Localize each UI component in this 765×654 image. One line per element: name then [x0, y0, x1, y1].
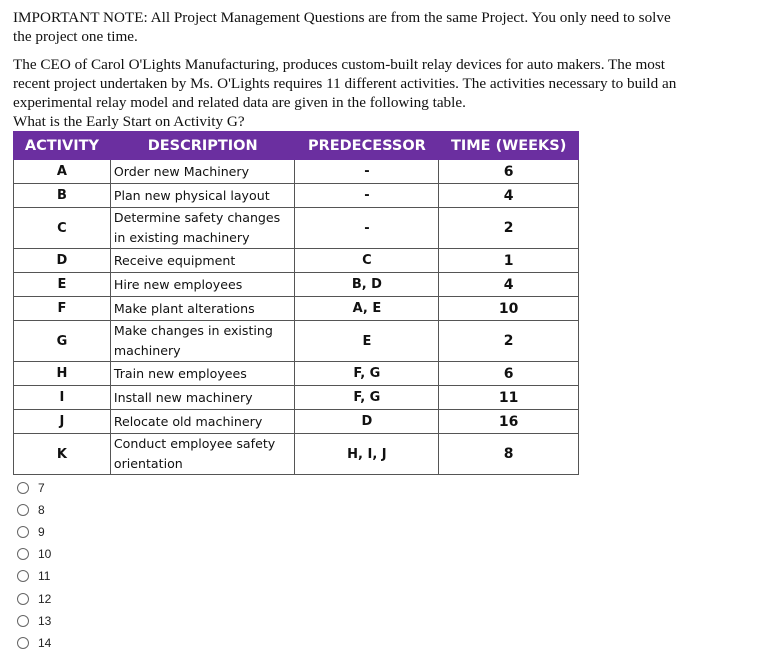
activity-cell: H — [14, 362, 111, 386]
option-label: 10 — [38, 547, 52, 562]
description-cell: Determine safety changes in existing machinery — [110, 208, 295, 249]
answer-option-7[interactable] — [17, 477, 51, 499]
answer-option-13[interactable] — [17, 610, 51, 632]
time-cell: 10 — [439, 297, 579, 321]
radio-button[interactable] — [17, 548, 29, 560]
time-cell: 1 — [439, 249, 579, 273]
answer-option-8[interactable] — [17, 499, 51, 521]
predecessor-cell: F, G — [295, 386, 439, 410]
description-cell: Make plant alterations — [110, 297, 295, 321]
time-cell: 11 — [439, 386, 579, 410]
activity-cell: A — [14, 160, 111, 184]
answer-options — [17, 477, 51, 654]
table-row — [14, 321, 579, 362]
predecessor-cell: H, I, J — [295, 434, 439, 475]
radio-button[interactable] — [17, 615, 29, 627]
activity-cell: J — [14, 410, 111, 434]
activity-cell: G — [14, 321, 111, 362]
column-header-time: TIME (WEEKS) — [439, 132, 579, 160]
question-text — [13, 8, 693, 131]
description-cell: Train new employees — [110, 362, 295, 386]
radio-button[interactable] — [17, 593, 29, 605]
table-header-row — [14, 132, 579, 160]
table-row — [14, 160, 579, 184]
activity-cell: I — [14, 386, 111, 410]
predecessor-cell: - — [295, 184, 439, 208]
predecessor-cell: E — [295, 321, 439, 362]
predecessor-cell: F, G — [295, 362, 439, 386]
description-cell: Install new machinery — [110, 386, 295, 410]
description-cell: Order new Machinery — [110, 160, 295, 184]
table-row — [14, 249, 579, 273]
predecessor-cell: B, D — [295, 273, 439, 297]
question-prompt: What is the Early Start on Activity G? — [13, 113, 245, 130]
table-row — [14, 386, 579, 410]
predecessor-cell: A, E — [295, 297, 439, 321]
table-row — [14, 434, 579, 475]
column-header-description: DESCRIPTION — [110, 132, 295, 160]
column-header-predecessor: PREDECESSOR — [295, 132, 439, 160]
column-header-activity: ACTIVITY — [14, 132, 111, 160]
activity-cell: F — [14, 297, 111, 321]
option-label: 8 — [38, 503, 45, 518]
option-label: 11 — [38, 569, 51, 584]
table-row — [14, 410, 579, 434]
activity-cell: K — [14, 434, 111, 475]
time-cell: 8 — [439, 434, 579, 475]
activity-cell: D — [14, 249, 111, 273]
time-cell: 4 — [439, 184, 579, 208]
table-row — [14, 273, 579, 297]
radio-button[interactable] — [17, 526, 29, 538]
description-cell: Conduct employee safety orientation — [110, 434, 295, 475]
option-label: 14 — [38, 635, 52, 650]
time-cell: 4 — [439, 273, 579, 297]
description-cell: Receive equipment — [110, 249, 295, 273]
important-note: IMPORTANT NOTE: All Project Management Questions are from the same Project. You only need to solve the project one time. — [13, 9, 671, 45]
predecessor-cell: C — [295, 249, 439, 273]
description-cell: Plan new physical layout — [110, 184, 295, 208]
table-row — [14, 208, 579, 249]
description-cell: Relocate old machinery — [110, 410, 295, 434]
answer-option-14[interactable] — [17, 632, 51, 654]
predecessor-cell: D — [295, 410, 439, 434]
answer-option-10[interactable] — [17, 543, 51, 565]
time-cell: 2 — [439, 208, 579, 249]
description-cell: Make changes in existing machinery — [110, 321, 295, 362]
time-cell: 2 — [439, 321, 579, 362]
time-cell: 16 — [439, 410, 579, 434]
predecessor-cell: - — [295, 160, 439, 184]
activity-cell: C — [14, 208, 111, 249]
option-label: 9 — [38, 525, 45, 540]
answer-option-9[interactable] — [17, 521, 51, 543]
radio-button[interactable] — [17, 482, 29, 494]
activity-cell: B — [14, 184, 111, 208]
answer-option-12[interactable] — [17, 587, 51, 609]
time-cell: 6 — [439, 160, 579, 184]
option-label: 13 — [38, 613, 52, 628]
radio-button[interactable] — [17, 637, 29, 649]
table-row — [14, 184, 579, 208]
activity-cell: E — [14, 273, 111, 297]
description-cell: Hire new employees — [110, 273, 295, 297]
option-label: 7 — [38, 481, 45, 496]
time-cell: 6 — [439, 362, 579, 386]
radio-button[interactable] — [17, 504, 29, 516]
option-label: 12 — [38, 591, 52, 606]
activity-table — [13, 131, 579, 475]
scenario-text: The CEO of Carol O'Lights Manufacturing, produces custom-built relay devices for auto makers. The most recent project undertaken by Ms. O'Lights requires 11 different activities. The activities necessary to build an experimental relay model and related data are given in the following table. — [13, 56, 677, 111]
table-row — [14, 362, 579, 386]
answer-option-11[interactable] — [17, 565, 51, 587]
table-row — [14, 297, 579, 321]
radio-button[interactable] — [17, 570, 29, 582]
predecessor-cell: - — [295, 208, 439, 249]
